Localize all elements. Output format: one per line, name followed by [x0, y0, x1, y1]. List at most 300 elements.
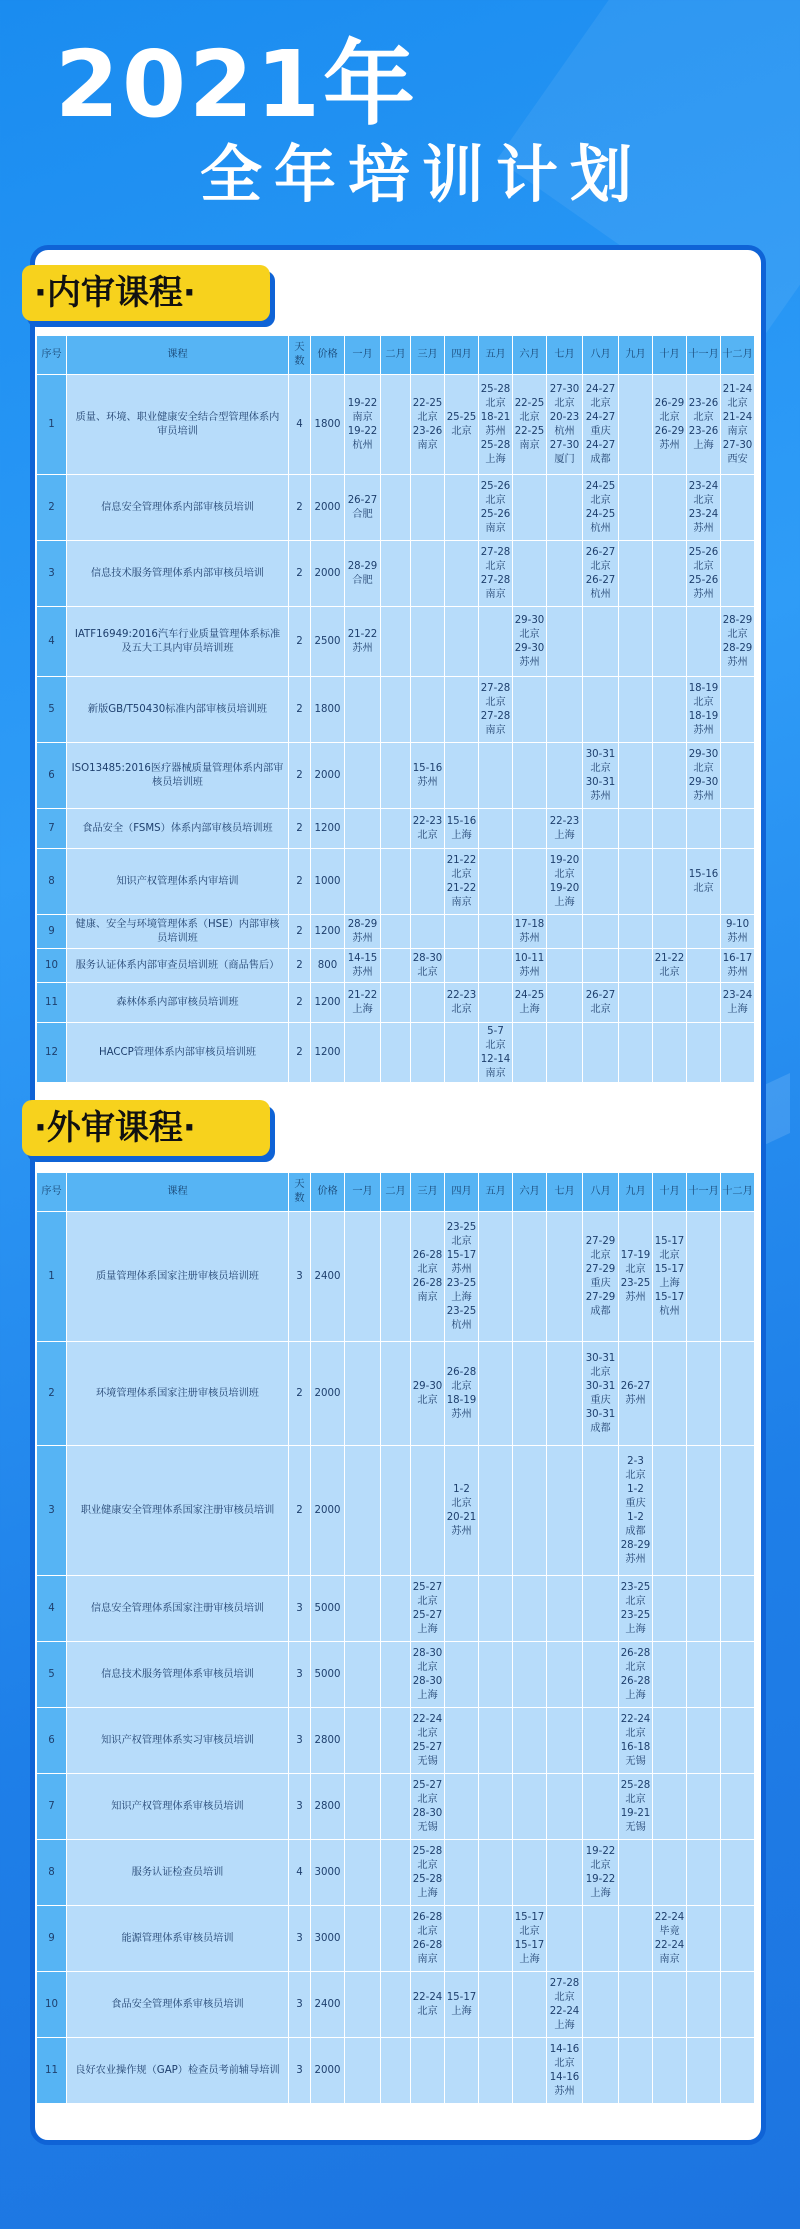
course-days: 2: [289, 1446, 311, 1576]
month-schedule-cell: [479, 1023, 513, 1083]
schedule-entry: 25-26: [480, 480, 511, 492]
course-price: 1000: [311, 849, 345, 915]
month-schedule-cell: [345, 915, 381, 949]
month-schedule-cell: [345, 849, 381, 915]
schedule-entry: 上海: [417, 1887, 438, 1899]
schedule-entry: 30-31: [585, 748, 616, 760]
schedule-entry: 成都: [590, 1305, 611, 1317]
schedule-entry: 北京: [625, 1727, 646, 1739]
table-row: [37, 1906, 755, 1972]
month-schedule-cell: [619, 849, 653, 915]
course-price: 1800: [311, 677, 345, 743]
column-header: 课程: [67, 1173, 289, 1212]
column-header: 二月: [381, 336, 411, 375]
schedule-entry: 南京: [485, 588, 506, 600]
month-schedule-cell: [513, 1972, 547, 2038]
schedule-entry: 合肥: [352, 574, 373, 586]
schedule-entry: 北京: [417, 1925, 438, 1937]
month-schedule-cell: [513, 607, 547, 677]
schedule-entry: 北京: [625, 1469, 646, 1481]
month-schedule-cell: [445, 1342, 479, 1446]
schedule-entry: 杭州: [554, 425, 575, 437]
schedule-entry: 27-29: [585, 1263, 616, 1275]
schedule-entry: 25-25: [446, 411, 477, 423]
course-price: 2800: [311, 1708, 345, 1774]
schedule-entry: 23-25: [446, 1221, 477, 1233]
course-days: 3: [289, 2038, 311, 2104]
month-schedule-cell: [513, 1342, 547, 1446]
schedule-entry: 25-27: [412, 1741, 443, 1753]
schedule-entry: 1-2: [627, 1483, 644, 1495]
course-price: 2000: [311, 1342, 345, 1446]
month-schedule-cell: [513, 1023, 547, 1083]
schedule-entry: 25-28: [480, 439, 511, 451]
schedule-entry: 25-28: [412, 1845, 443, 1857]
month-schedule-cell: [411, 2038, 445, 2104]
row-number: 8: [37, 849, 67, 915]
schedule-entry: 南京: [519, 439, 540, 451]
schedule-entry: 北京: [519, 628, 540, 640]
month-schedule-cell: [445, 1708, 479, 1774]
month-schedule-cell: [479, 607, 513, 677]
month-schedule-cell: [445, 677, 479, 743]
schedule-entry: 北京: [451, 1380, 472, 1392]
schedule-entry: 重庆: [590, 1394, 611, 1406]
month-schedule-cell: [653, 809, 687, 849]
schedule-entry: 北京: [590, 494, 611, 506]
column-header: 十一月: [687, 1173, 721, 1212]
month-schedule-cell: [479, 1446, 513, 1576]
schedule-entry: 26-27: [585, 546, 616, 558]
month-schedule-cell: [381, 541, 411, 607]
month-schedule-cell: [687, 983, 721, 1023]
month-schedule-cell: [653, 849, 687, 915]
column-header: 一月: [345, 1173, 381, 1212]
schedule-entry: 27-28: [549, 1977, 580, 1989]
schedule-entry: 无锡: [625, 1755, 646, 1767]
schedule-entry: 12-14: [480, 1053, 511, 1065]
month-schedule-cell: [687, 1840, 721, 1906]
column-header: 课程: [67, 336, 289, 375]
month-schedule-cell: [411, 1840, 445, 1906]
schedule-entry: 北京: [485, 494, 506, 506]
table-row: [37, 949, 755, 983]
schedule-entry: 29-30: [412, 1380, 443, 1392]
month-schedule-cell: [583, 1446, 619, 1576]
schedule-entry: 22-24: [620, 1713, 651, 1725]
schedule-entry: 北京: [417, 1793, 438, 1805]
month-schedule-cell: [513, 743, 547, 809]
column-header: 六月: [513, 336, 547, 375]
course-name: 新版GB/T50430标准内部审核员培训班: [67, 677, 289, 743]
schedule-entry: 1-2: [627, 1511, 644, 1523]
schedule-entry: 28-30: [412, 1647, 443, 1659]
schedule-entry: 北京: [659, 1249, 680, 1261]
schedule-entry: 19-22: [585, 1873, 616, 1885]
month-schedule-cell: [345, 1642, 381, 1708]
month-schedule-cell: [721, 949, 755, 983]
schedule-entry: 23-24: [688, 508, 719, 520]
month-schedule-cell: [411, 1972, 445, 2038]
month-schedule-cell: [513, 1708, 547, 1774]
column-header: 三月: [411, 1173, 445, 1212]
month-schedule-cell: [547, 949, 583, 983]
schedule-entry: 21-22: [446, 854, 477, 866]
month-schedule-cell: [445, 1023, 479, 1083]
month-schedule-cell: [583, 915, 619, 949]
course-name: 信息安全管理体系国家注册审核员培训: [67, 1576, 289, 1642]
schedule-entry: 苏州: [417, 776, 438, 788]
table-row: [37, 677, 755, 743]
schedule-entry: 上海: [417, 1623, 438, 1635]
column-header: 七月: [547, 1173, 583, 1212]
month-schedule-cell: [411, 809, 445, 849]
month-schedule-cell: [619, 1906, 653, 1972]
schedule-entry: 北京: [590, 1249, 611, 1261]
schedule-entry: 成都: [625, 1525, 646, 1537]
schedule-entry: 上海: [519, 1003, 540, 1015]
schedule-entry: 20-21: [446, 1511, 477, 1523]
course-name: 知识产权管理体系实习审核员培训: [67, 1708, 289, 1774]
month-schedule-cell: [721, 1906, 755, 1972]
schedule-entry: 9-10: [725, 918, 750, 930]
month-schedule-cell: [721, 607, 755, 677]
course-days: 2: [289, 915, 311, 949]
course-price: 1200: [311, 983, 345, 1023]
schedule-entry: 毕竟: [659, 1925, 680, 1937]
month-schedule-cell: [547, 475, 583, 541]
column-header: 三月: [411, 336, 445, 375]
schedule-entry: 28-29: [347, 918, 378, 930]
month-schedule-cell: [513, 1212, 547, 1342]
schedule-entry: 24-25: [585, 480, 616, 492]
schedule-entry: 25-26: [688, 574, 719, 586]
month-schedule-cell: [687, 949, 721, 983]
month-schedule-cell: [479, 1972, 513, 2038]
row-number: 1: [37, 375, 67, 475]
month-schedule-cell: [653, 1906, 687, 1972]
schedule-entry: 北京: [590, 1003, 611, 1015]
month-schedule-cell: [345, 983, 381, 1023]
month-schedule-cell: [653, 541, 687, 607]
schedule-entry: 25-28: [480, 383, 511, 395]
schedule-entry: 北京: [693, 762, 714, 774]
month-schedule-cell: [345, 1708, 381, 1774]
column-header: 十二月: [721, 336, 755, 375]
month-schedule-cell: [479, 849, 513, 915]
month-schedule-cell: [619, 1708, 653, 1774]
schedule-entry: 上海: [451, 829, 472, 841]
column-header: 四月: [445, 336, 479, 375]
table-row: [37, 2038, 755, 2104]
row-number: 7: [37, 1774, 67, 1840]
schedule-entry: 北京: [659, 411, 680, 423]
schedule-entry: 上海: [519, 1953, 540, 1965]
month-schedule-cell: [479, 1906, 513, 1972]
month-schedule-cell: [445, 1906, 479, 1972]
schedule-entry: 15-17: [654, 1263, 685, 1275]
month-schedule-cell: [547, 1342, 583, 1446]
month-schedule-cell: [687, 677, 721, 743]
month-schedule-cell: [479, 677, 513, 743]
schedule-entry: 22-24: [412, 1713, 443, 1725]
schedule-entry: 苏州: [451, 1525, 472, 1537]
schedule-entry: 上海: [554, 896, 575, 908]
month-schedule-cell: [619, 375, 653, 475]
month-schedule-cell: [721, 915, 755, 949]
schedule-entry: 北京: [590, 560, 611, 572]
schedule-entry: 杭州: [590, 588, 611, 600]
course-name: 质量管理体系国家注册审核员培训班: [67, 1212, 289, 1342]
column-header: 五月: [479, 1173, 513, 1212]
month-schedule-cell: [619, 983, 653, 1023]
month-schedule-cell: [687, 2038, 721, 2104]
column-header: 九月: [619, 1173, 653, 1212]
schedule-entry: 苏州: [625, 1553, 646, 1565]
schedule-entry: 23-26: [688, 425, 719, 437]
schedule-entry: 26-28: [620, 1647, 651, 1659]
schedule-entry: 18-19: [688, 682, 719, 694]
schedule-entry: 22-25: [412, 397, 443, 409]
schedule-entry: 27-30: [549, 383, 580, 395]
schedule-entry: 27-28: [480, 682, 511, 694]
column-header: 价格: [311, 1173, 345, 1212]
schedule-entry: 苏州: [352, 966, 373, 978]
schedule-entry: 苏州: [519, 656, 540, 668]
schedule-entry: 25-28: [412, 1873, 443, 1885]
schedule-entry: 19-21: [620, 1807, 651, 1819]
column-header: 天数: [289, 1173, 311, 1212]
month-schedule-cell: [583, 2038, 619, 2104]
month-schedule-cell: [345, 607, 381, 677]
month-schedule-cell: [547, 983, 583, 1023]
schedule-entry: 上海: [554, 2019, 575, 2031]
month-schedule-cell: [381, 475, 411, 541]
month-schedule-cell: [687, 1342, 721, 1446]
schedule-entry: 28-29: [620, 1539, 651, 1551]
schedule-entry: 26-28: [412, 1939, 443, 1951]
course-days: 2: [289, 677, 311, 743]
row-number: 2: [37, 1342, 67, 1446]
month-schedule-cell: [547, 1708, 583, 1774]
month-schedule-cell: [721, 743, 755, 809]
month-schedule-cell: [513, 541, 547, 607]
course-name: ISO13485:2016医疗器械质量管理体系内部审核员培训班: [67, 743, 289, 809]
schedule-entry: 苏州: [625, 1291, 646, 1303]
schedule-entry: 28-29: [722, 614, 753, 626]
schedule-entry: 27-28: [480, 546, 511, 558]
course-name: 良好农业操作规（GAP）检查员考前辅导培训: [67, 2038, 289, 2104]
schedule-entry: 28-30: [412, 952, 443, 964]
month-schedule-cell: [547, 607, 583, 677]
month-schedule-cell: [619, 1342, 653, 1446]
schedule-entry: 23-24: [722, 989, 753, 1001]
month-schedule-cell: [381, 1342, 411, 1446]
schedule-entry: 26-28: [620, 1675, 651, 1687]
month-schedule-cell: [479, 1774, 513, 1840]
schedule-entry: 27-30: [722, 439, 753, 451]
schedule-entry: 28-30: [412, 1675, 443, 1687]
schedule-entry: 25-27: [412, 1581, 443, 1593]
row-number: 10: [37, 1972, 67, 2038]
schedule-entry: 杭州: [451, 1319, 472, 1331]
schedule-entry: 无锡: [625, 1821, 646, 1833]
month-schedule-cell: [721, 1212, 755, 1342]
schedule-entry: 15-17: [514, 1939, 545, 1951]
course-price: 2000: [311, 2038, 345, 2104]
schedule-entry: 5-7: [487, 1025, 504, 1037]
column-header: 六月: [513, 1173, 547, 1212]
row-number: 8: [37, 1840, 67, 1906]
month-schedule-cell: [619, 949, 653, 983]
schedule-entry: 15-17: [654, 1291, 685, 1303]
column-header: 价格: [311, 336, 345, 375]
month-schedule-cell: [721, 1023, 755, 1083]
row-number: 9: [37, 915, 67, 949]
schedule-entry: 24-25: [585, 508, 616, 520]
month-schedule-cell: [583, 743, 619, 809]
month-schedule-cell: [653, 1972, 687, 2038]
row-number: 9: [37, 1906, 67, 1972]
month-schedule-cell: [687, 1708, 721, 1774]
schedule-entry: 重庆: [590, 425, 611, 437]
table-row: [37, 983, 755, 1023]
month-schedule-cell: [411, 1906, 445, 1972]
schedule-entry: 北京: [590, 762, 611, 774]
schedule-entry: 23-24: [688, 480, 719, 492]
month-schedule-cell: [547, 1446, 583, 1576]
schedule-entry: 上海: [659, 1277, 680, 1289]
month-schedule-cell: [583, 1212, 619, 1342]
course-name: 食品安全（FSMS）体系内部审核员培训班: [67, 809, 289, 849]
month-schedule-cell: [583, 983, 619, 1023]
month-schedule-cell: [721, 809, 755, 849]
month-schedule-cell: [479, 1576, 513, 1642]
schedule-entry: 苏州: [727, 932, 748, 944]
table-row: [37, 1840, 755, 1906]
month-schedule-cell: [445, 475, 479, 541]
schedule-entry: 苏州: [590, 790, 611, 802]
month-schedule-cell: [653, 1342, 687, 1446]
month-schedule-cell: [381, 915, 411, 949]
schedule-entry: 22-23: [549, 815, 580, 827]
schedule-entry: 北京: [554, 868, 575, 880]
course-price: 2500: [311, 607, 345, 677]
schedule-entry: 北京: [417, 1263, 438, 1275]
month-schedule-cell: [547, 1906, 583, 1972]
month-schedule-cell: [513, 849, 547, 915]
schedule-entry: 22-23: [412, 815, 443, 827]
schedule-entry: 上海: [625, 1623, 646, 1635]
month-schedule-cell: [479, 1708, 513, 1774]
month-schedule-cell: [411, 949, 445, 983]
row-number: 5: [37, 677, 67, 743]
schedule-entry: 南京: [352, 411, 373, 423]
schedule-entry: 合肥: [352, 508, 373, 520]
month-schedule-cell: [381, 983, 411, 1023]
month-schedule-cell: [721, 1972, 755, 2038]
month-schedule-cell: [411, 677, 445, 743]
schedule-entry: 西安: [727, 453, 748, 465]
month-schedule-cell: [619, 475, 653, 541]
month-schedule-cell: [687, 1972, 721, 2038]
course-name: 食品安全管理体系审核员培训: [67, 1972, 289, 2038]
month-schedule-cell: [583, 1023, 619, 1083]
month-schedule-cell: [583, 375, 619, 475]
month-schedule-cell: [547, 1840, 583, 1906]
month-schedule-cell: [513, 949, 547, 983]
column-header: 序号: [37, 336, 67, 375]
row-number: 3: [37, 541, 67, 607]
month-schedule-cell: [513, 983, 547, 1023]
row-number: 10: [37, 949, 67, 983]
month-schedule-cell: [583, 1774, 619, 1840]
month-schedule-cell: [653, 743, 687, 809]
month-schedule-cell: [411, 915, 445, 949]
month-schedule-cell: [653, 375, 687, 475]
course-price: 2400: [311, 1972, 345, 2038]
column-header: 四月: [445, 1173, 479, 1212]
schedule-entry: 27-28: [480, 710, 511, 722]
schedule-entry: 22-24: [549, 2005, 580, 2017]
course-price: 800: [311, 949, 345, 983]
month-schedule-cell: [687, 1023, 721, 1083]
schedule-entry: 苏州: [519, 932, 540, 944]
schedule-entry: 29-30: [514, 614, 545, 626]
schedule-entry: 22-25: [514, 397, 545, 409]
month-schedule-cell: [479, 1642, 513, 1708]
month-schedule-cell: [547, 1972, 583, 2038]
month-schedule-cell: [479, 915, 513, 949]
month-schedule-cell: [411, 1774, 445, 1840]
month-schedule-cell: [381, 677, 411, 743]
schedule-entry: 17-18: [514, 918, 545, 930]
row-number: 3: [37, 1446, 67, 1576]
course-days: 2: [289, 541, 311, 607]
month-schedule-cell: [583, 1576, 619, 1642]
month-schedule-cell: [411, 1576, 445, 1642]
schedule-entry: 25-27: [412, 1609, 443, 1621]
month-schedule-cell: [479, 475, 513, 541]
month-schedule-cell: [721, 983, 755, 1023]
month-schedule-cell: [687, 1576, 721, 1642]
schedule-entry: 重庆: [590, 1277, 611, 1289]
month-schedule-cell: [653, 949, 687, 983]
course-name: 知识产权管理体系审核员培训: [67, 1774, 289, 1840]
month-schedule-cell: [381, 1446, 411, 1576]
month-schedule-cell: [513, 1906, 547, 1972]
schedule-entry: 北京: [590, 1366, 611, 1378]
month-schedule-cell: [583, 1972, 619, 2038]
month-schedule-cell: [381, 1708, 411, 1774]
schedule-entry: 无锡: [417, 1821, 438, 1833]
schedule-entry: 厦门: [554, 453, 575, 465]
month-schedule-cell: [445, 375, 479, 475]
schedule-entry: 30-31: [585, 1380, 616, 1392]
month-schedule-cell: [721, 1446, 755, 1576]
month-schedule-cell: [547, 1212, 583, 1342]
table-row: [37, 1576, 755, 1642]
internal-course-tag: ·内审课程·: [22, 265, 270, 321]
month-schedule-cell: [687, 375, 721, 475]
month-schedule-cell: [445, 1446, 479, 1576]
course-days: 4: [289, 375, 311, 475]
schedule-entry: 苏州: [693, 522, 714, 534]
row-number: 4: [37, 607, 67, 677]
course-price: 1800: [311, 375, 345, 475]
month-schedule-cell: [445, 849, 479, 915]
schedule-entry: 17-19: [620, 1249, 651, 1261]
